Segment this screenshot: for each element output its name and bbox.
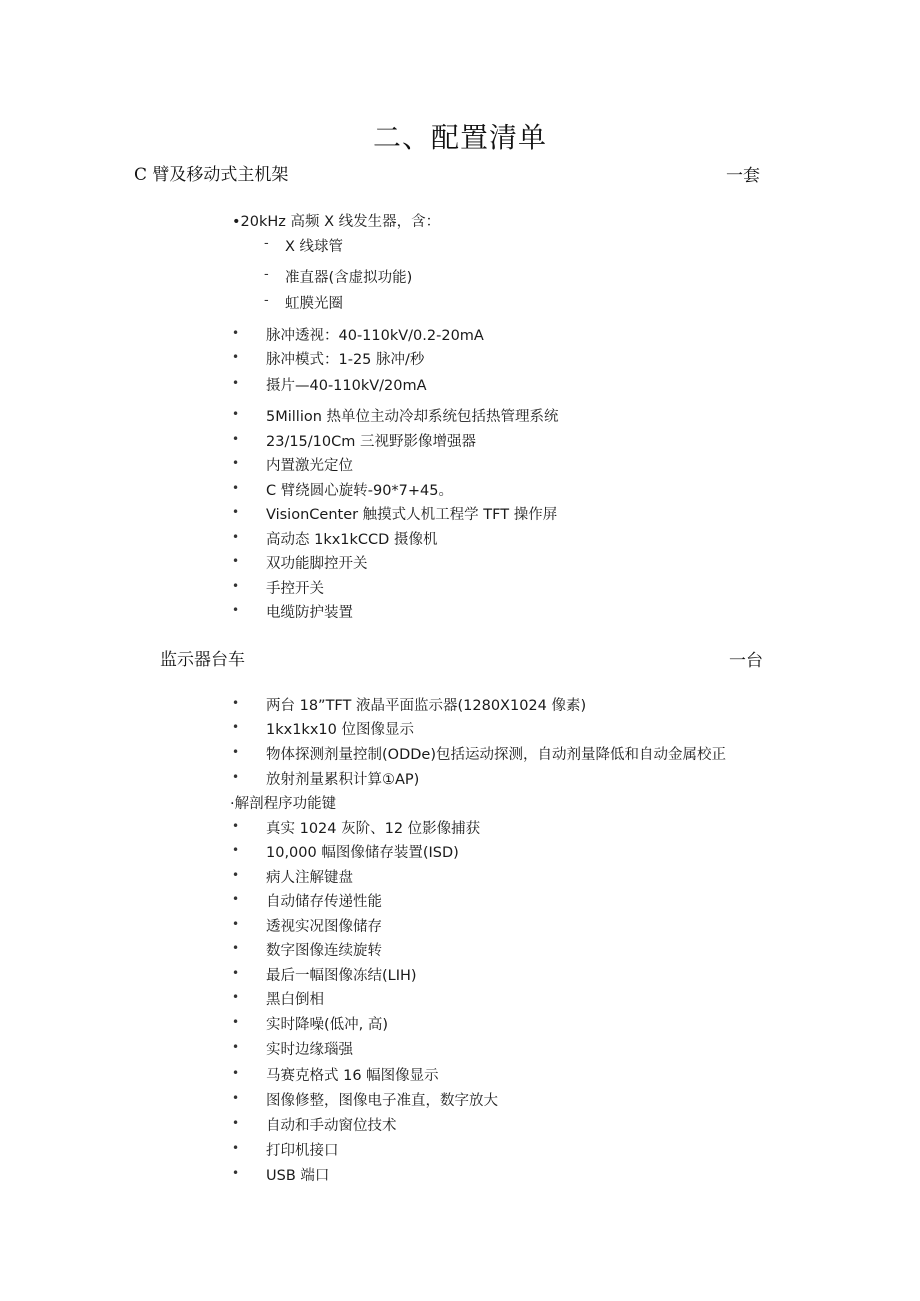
- bullet-marker: •: [232, 843, 240, 857]
- bullet-marker: •: [232, 745, 240, 759]
- list-item: 内置激光定位: [266, 458, 353, 474]
- list-item: 实时降噪(低冲, 高): [266, 1017, 389, 1033]
- bullet-marker: •: [232, 432, 240, 446]
- list-item: 最后一幅图像冻结(LIH): [266, 968, 417, 984]
- list-item: 自动储存传递性能: [266, 894, 382, 910]
- list-item: 摄片—40-110kV∕20mA: [266, 378, 427, 394]
- list-item: USB 端口: [266, 1168, 330, 1184]
- list-item: 电缆防护装置: [266, 605, 353, 621]
- bullet-marker: •: [232, 603, 240, 617]
- bullet-marker: •: [232, 407, 240, 421]
- bullet-marker: •: [232, 917, 240, 931]
- section-heading-c-arm: C 臂及移动式主机架: [134, 165, 289, 185]
- bullet-marker: •: [232, 481, 240, 495]
- list-item: 自动和手动窗位技术: [266, 1118, 397, 1134]
- list-item: 马赛克格式 16 幅图像显示: [266, 1068, 439, 1084]
- list-item: 1kx1kx10 位图像显示: [266, 722, 414, 738]
- generator-item: •20kHz 高频 X 线发生器，含：: [232, 214, 441, 230]
- bullet-marker: •: [232, 941, 240, 955]
- bullet-marker: •: [232, 696, 240, 710]
- list-item: 放射剂量累积计算①AP): [266, 772, 420, 788]
- list-item: 透视实况图像储存: [266, 919, 382, 935]
- section-heading-monitor-cart: 监示器台车: [160, 650, 245, 670]
- page-title: 二、配置清单: [372, 121, 547, 154]
- section-quantity-c-arm: 一套: [726, 166, 760, 186]
- bullet-marker: •: [232, 720, 240, 734]
- bullet-marker: •: [232, 1141, 240, 1155]
- bullet-marker: •: [232, 1066, 240, 1080]
- section-quantity-monitor-cart: 一台: [729, 651, 763, 671]
- list-item: 手控开关: [266, 581, 324, 597]
- list-item: 病人注解键盘: [266, 870, 353, 886]
- bullet-marker: •: [232, 530, 240, 544]
- bullet-marker: •: [232, 579, 240, 593]
- list-item: 高动态 1kx1kCCD 摄像机: [266, 532, 438, 548]
- bullet-marker: •: [232, 376, 240, 390]
- list-item: 物体探测剂量控制(ODDe)包括运动探测，自动剂量降低和自动金属校正: [266, 747, 726, 763]
- list-item: 实时边缘瑙强: [266, 1042, 353, 1058]
- bullet-marker: •: [232, 1116, 240, 1130]
- bullet-marker: •: [232, 990, 240, 1004]
- bullet-marker: •: [232, 505, 240, 519]
- list-item: 脉冲模式：1-25 脉冲/秒: [266, 352, 425, 368]
- dash-marker: -: [264, 293, 269, 308]
- list-item: VisionCenter 触摸式人机工程学 TFT 操作屏: [266, 507, 558, 523]
- inline-list-item: ·解剖程序功能键: [230, 796, 337, 812]
- bullet-marker: •: [232, 966, 240, 980]
- bullet-marker: •: [232, 1091, 240, 1105]
- list-item: 图像修整，图像电子准直，数字放大: [266, 1093, 498, 1109]
- bullet-marker: •: [232, 1166, 240, 1180]
- list-item: 10,000 幅图像储存装置(ISD): [266, 845, 459, 861]
- bullet-marker: •: [232, 1015, 240, 1029]
- bullet-marker: •: [232, 456, 240, 470]
- list-item: C 臂绕圆心旋转-90*7+45。: [266, 483, 453, 499]
- list-item: 5Million 热单位主动冷却系统包括热管理系统: [266, 409, 559, 425]
- list-item: 脉冲透视：40-110kV/0.2-20mA: [266, 328, 484, 344]
- bullet-marker: •: [232, 892, 240, 906]
- sub-list-item: 虹膜光圈: [285, 296, 343, 312]
- list-item: 数字图像连续旋转: [266, 943, 382, 959]
- list-item: 打印机接口: [266, 1143, 339, 1159]
- bullet-marker: •: [232, 1040, 240, 1054]
- list-item: 双功能脚控开关: [266, 556, 368, 572]
- bullet-marker: •: [232, 868, 240, 882]
- list-item: 两台 18”TFT 液晶平面监示器(1280X1024 像素): [266, 698, 587, 714]
- bullet-marker: •: [232, 326, 240, 340]
- sub-list-item: 准直器(含虚拟功能): [285, 270, 413, 286]
- sub-list-item: X 线球管: [285, 239, 344, 255]
- bullet-marker: •: [232, 770, 240, 784]
- dash-marker: -: [264, 267, 269, 282]
- dash-marker: -: [264, 236, 269, 251]
- bullet-marker: •: [232, 554, 240, 568]
- list-item: 黑白倒相: [266, 992, 324, 1008]
- list-item: 真实 1024 灰阶、12 位影像捕获: [266, 821, 481, 837]
- bullet-marker: •: [232, 350, 240, 364]
- bullet-marker: •: [232, 819, 240, 833]
- list-item: 23/15/10Cm 三视野影像增强器: [266, 434, 476, 450]
